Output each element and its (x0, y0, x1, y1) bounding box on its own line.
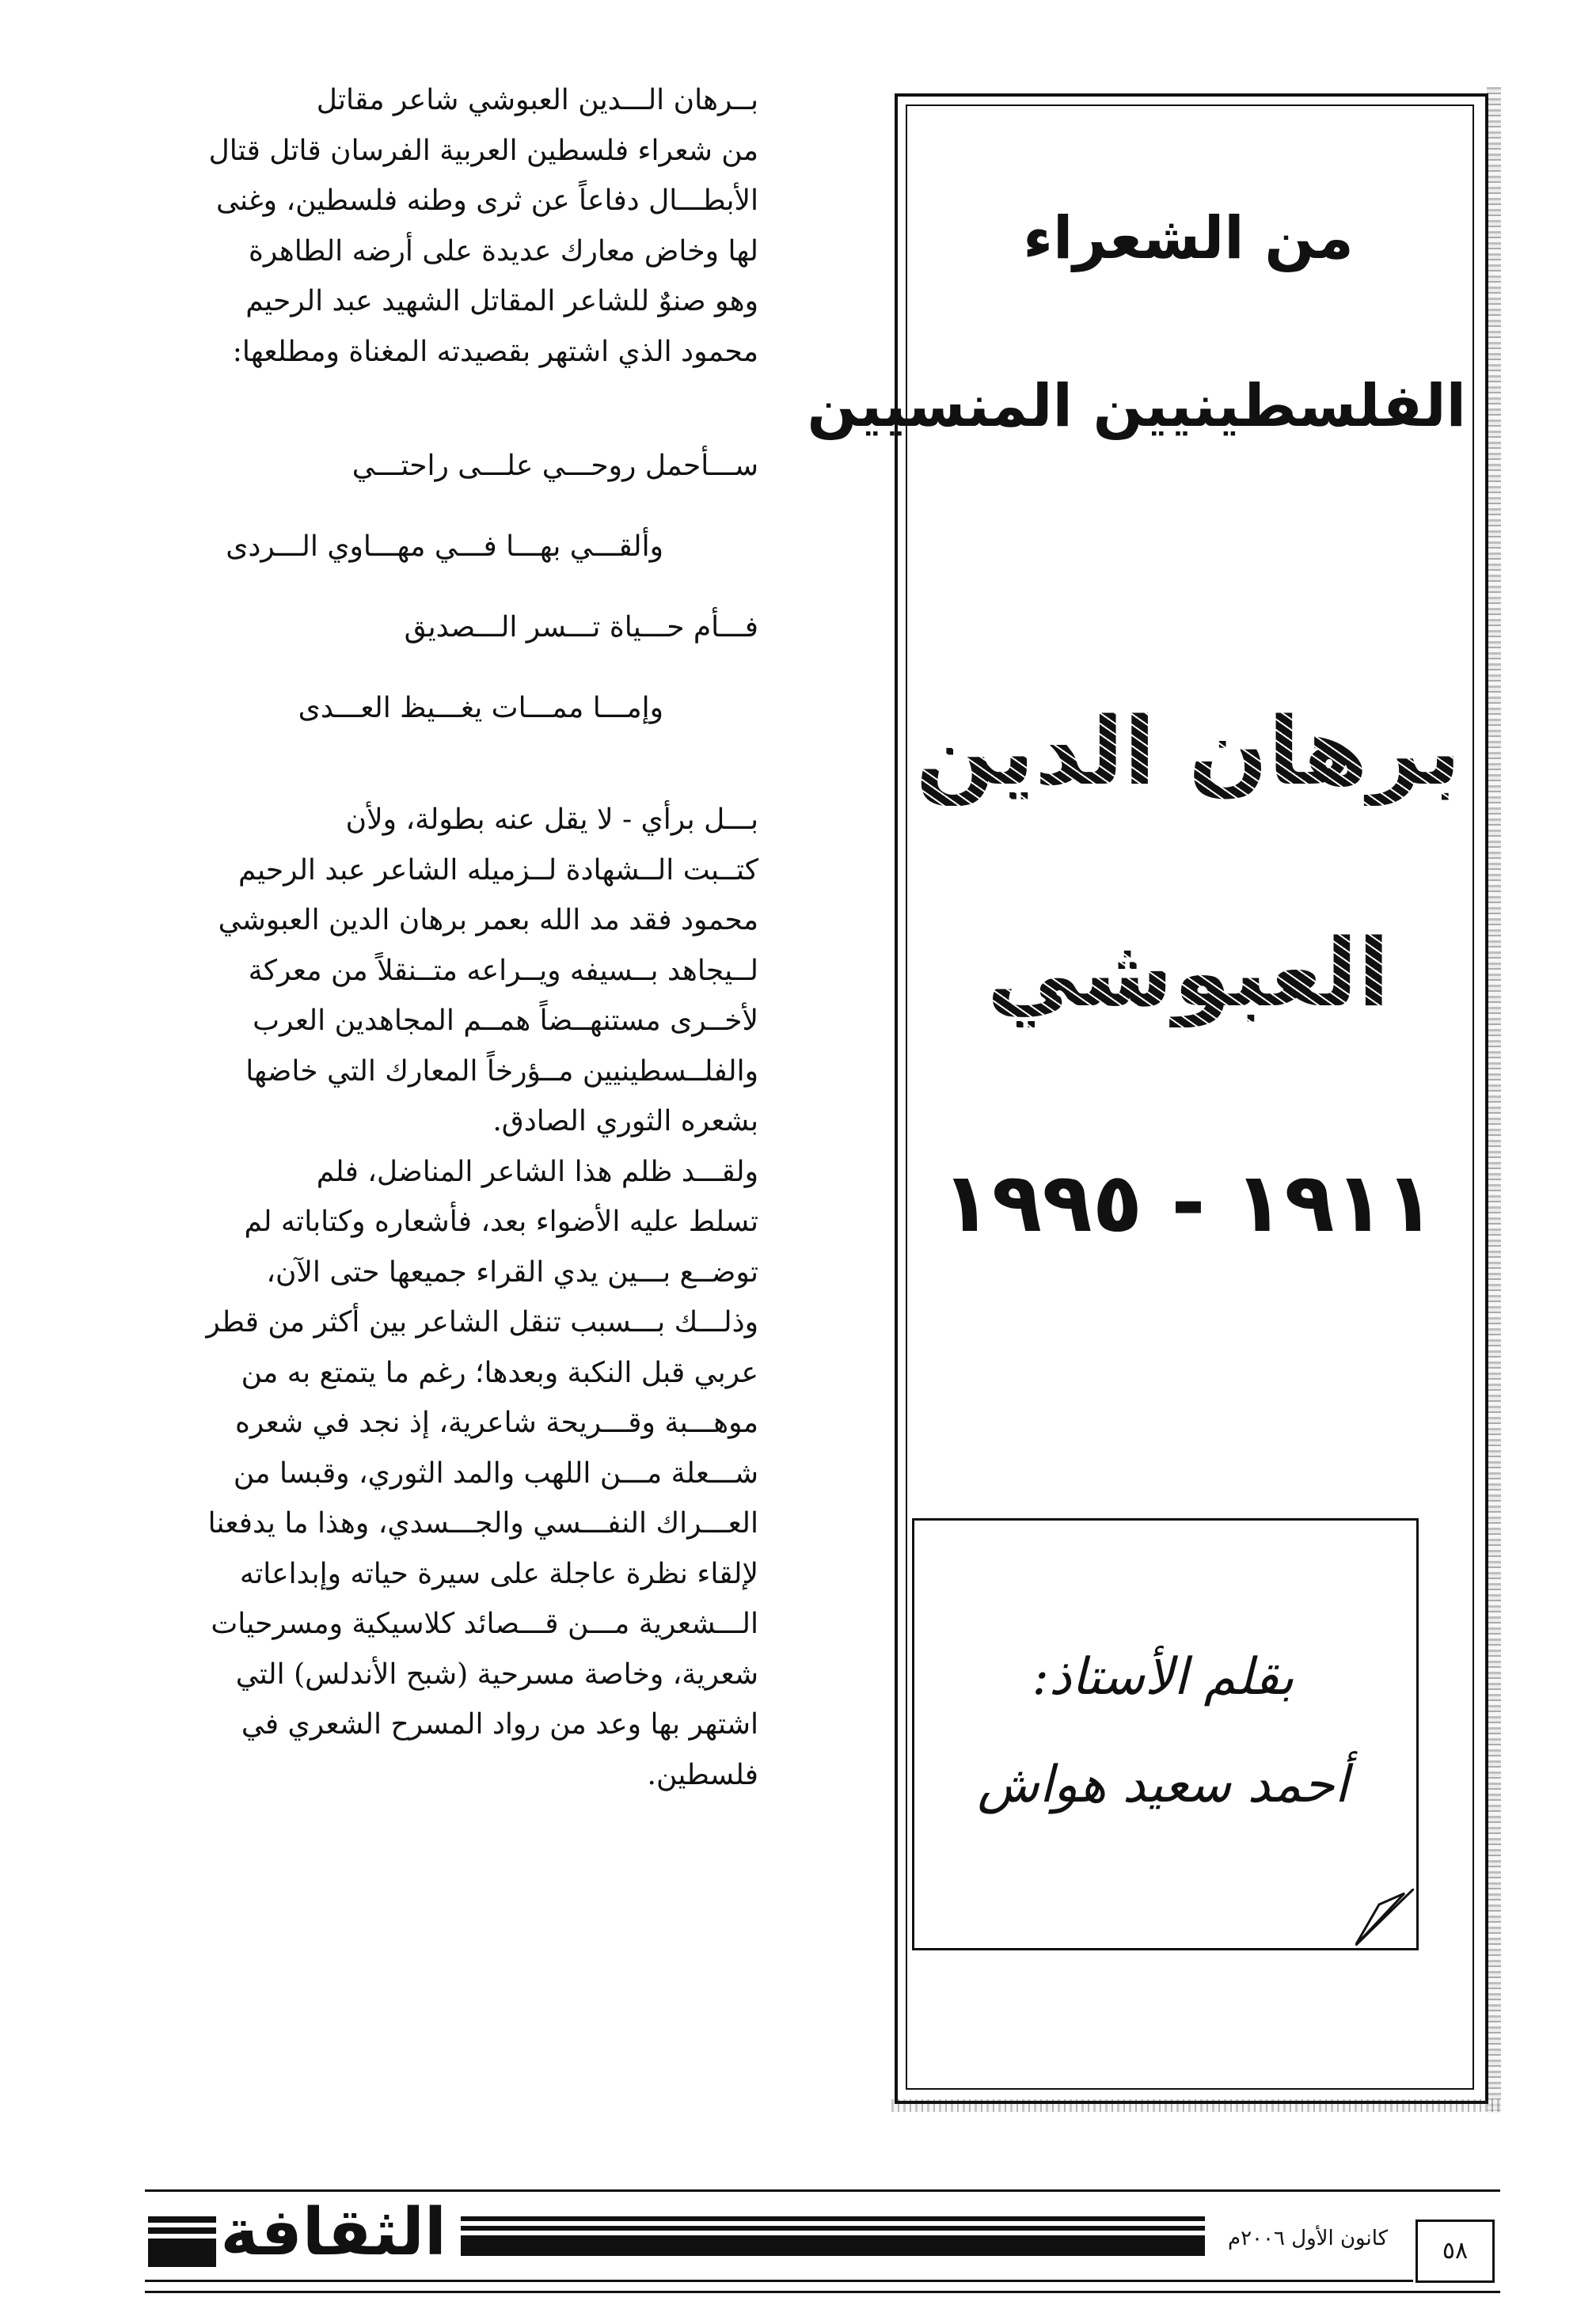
footer-rule (145, 2291, 1500, 2293)
text-line: ولقـــد ظلم هذا الشاعر المناضل، فلم (316, 1155, 758, 1188)
footer-decorative-bar (148, 2216, 216, 2267)
text-line: الأبطـــال دفاعاً عن ثرى وطنه فلسطين، وغنى (215, 184, 758, 217)
text-line: بشعره الثوري الصادق. (492, 1105, 758, 1137)
poem-verse: وإمـــا ممـــات يغـــيظ العـــدى (298, 692, 663, 724)
text-line: الـــشعرية مـــن قـــصائد كلاسيكية ومسرحيات (211, 1608, 758, 1640)
text-line: محمود الذي اشتهر بقصيدته المغناة ومطلعها: (232, 335, 758, 368)
text-line: لــيجاهد بــسيفه ويــراعه متــنقلاً من معركة (248, 954, 758, 987)
paragraph-3 (93, 1147, 758, 1801)
text-line: بـــل برأي - لا يقل عنه بطولة، ولأن (345, 803, 758, 836)
text-line: اشتهر بها وعد من رواد المسرح الشعري في (241, 1708, 758, 1741)
footer-rule (145, 2280, 1413, 2282)
poet-name-text: العبوشي (986, 918, 1390, 1027)
text-line: لأخــرى مستنهــضاً همــم المجاهدين العرب (253, 1004, 758, 1037)
page-number: ٥٨ (1416, 2220, 1495, 2283)
text-line: عربي قبل النكبة وبعدها؛ رغم ما يتمتع به من (241, 1356, 758, 1389)
series-title-line-1: من الشعراء (1023, 204, 1354, 272)
text-line: لها وخاض معارك عديدة على أرضه الطاهرة (249, 234, 758, 268)
text-line: موهـــبة وقـــريحة شاعرية، إذ نجد في شعره (234, 1407, 758, 1439)
author-byline-label: بقلم الأستاذ: (1032, 1648, 1294, 1707)
text-line: من شعراء فلسطين العربية الفرسان قاتل قتال (208, 134, 758, 167)
text-line: تسلط عليه الأضواء بعد، فأشعاره وكتاباته لم (244, 1206, 758, 1238)
text-line: شـــعلة مـــن اللهب والمد الثوري، وقبسا من (233, 1456, 758, 1490)
text-line: شعرية، وخاصة مسرحية (شبح الأندلس) التي (235, 1658, 758, 1691)
text-line: والفلــسطينيين مــؤرخاً المعارك التي خاضها (245, 1054, 758, 1088)
page-curl-icon (1355, 1889, 1414, 1946)
series-title-line-2: الفلسطينيين المنسيين (807, 372, 1466, 440)
footer-decorative-bar (461, 2216, 1205, 2256)
article-body (93, 75, 758, 1800)
text-line: كتــبت الــشهادة لــزميله الشاعر عبد الرحيم (238, 853, 758, 887)
text-line: لإلقاء نظرة عاجلة على سيرة حياته وإبداعاته (239, 1557, 758, 1590)
author-name: أحمد سعيد هواش (977, 1756, 1349, 1814)
poem-verse: ســـأحمل روحـــي علـــى راحتـــي (352, 450, 758, 482)
text-line: محمود فقد مد الله بعمر برهان الدين العبوشي (218, 904, 758, 936)
poem (93, 426, 758, 749)
poet-years: ١٩١١ - ١٩٩٥ (941, 1154, 1435, 1251)
poet-name-line-1 (910, 697, 1466, 806)
text-line: توضــع بـــين يدي القراء جميعها حتى الآن، (266, 1255, 758, 1289)
poet-name-text: برهان الدين (915, 697, 1461, 806)
poem-verse: وألقـــي بهـــا فـــي مهـــاوي الـــردى (226, 530, 663, 563)
text-line: فلسطين. (647, 1758, 758, 1791)
text-line: العـــراك النفـــسي والجـــسدي، وهذا ما يدفعنا (207, 1507, 758, 1540)
poem-verse: فـــأم حـــياة تـــسر الـــصديق (404, 611, 758, 644)
text-line: وهو صنوٌ للشاعر المقاتل الشهيد عبد الرحيم (245, 285, 758, 317)
poet-name-line-2 (910, 918, 1466, 1027)
scan-texture (1487, 87, 1501, 2113)
intro-paragraph (93, 75, 758, 377)
text-line: وذلـــك بـــسبب تنقل الشاعر بين أكثر من قطر (206, 1306, 758, 1339)
paragraph-2 (93, 795, 758, 1147)
author-box (912, 1518, 1419, 1950)
magazine-logo: الثقافة (220, 2195, 446, 2270)
issue-date: كانون الأول ٢٠٠٦م (1227, 2227, 1389, 2250)
text-line: بــرهان الـــدين العبوشي شاعر مقاتل (316, 84, 758, 116)
